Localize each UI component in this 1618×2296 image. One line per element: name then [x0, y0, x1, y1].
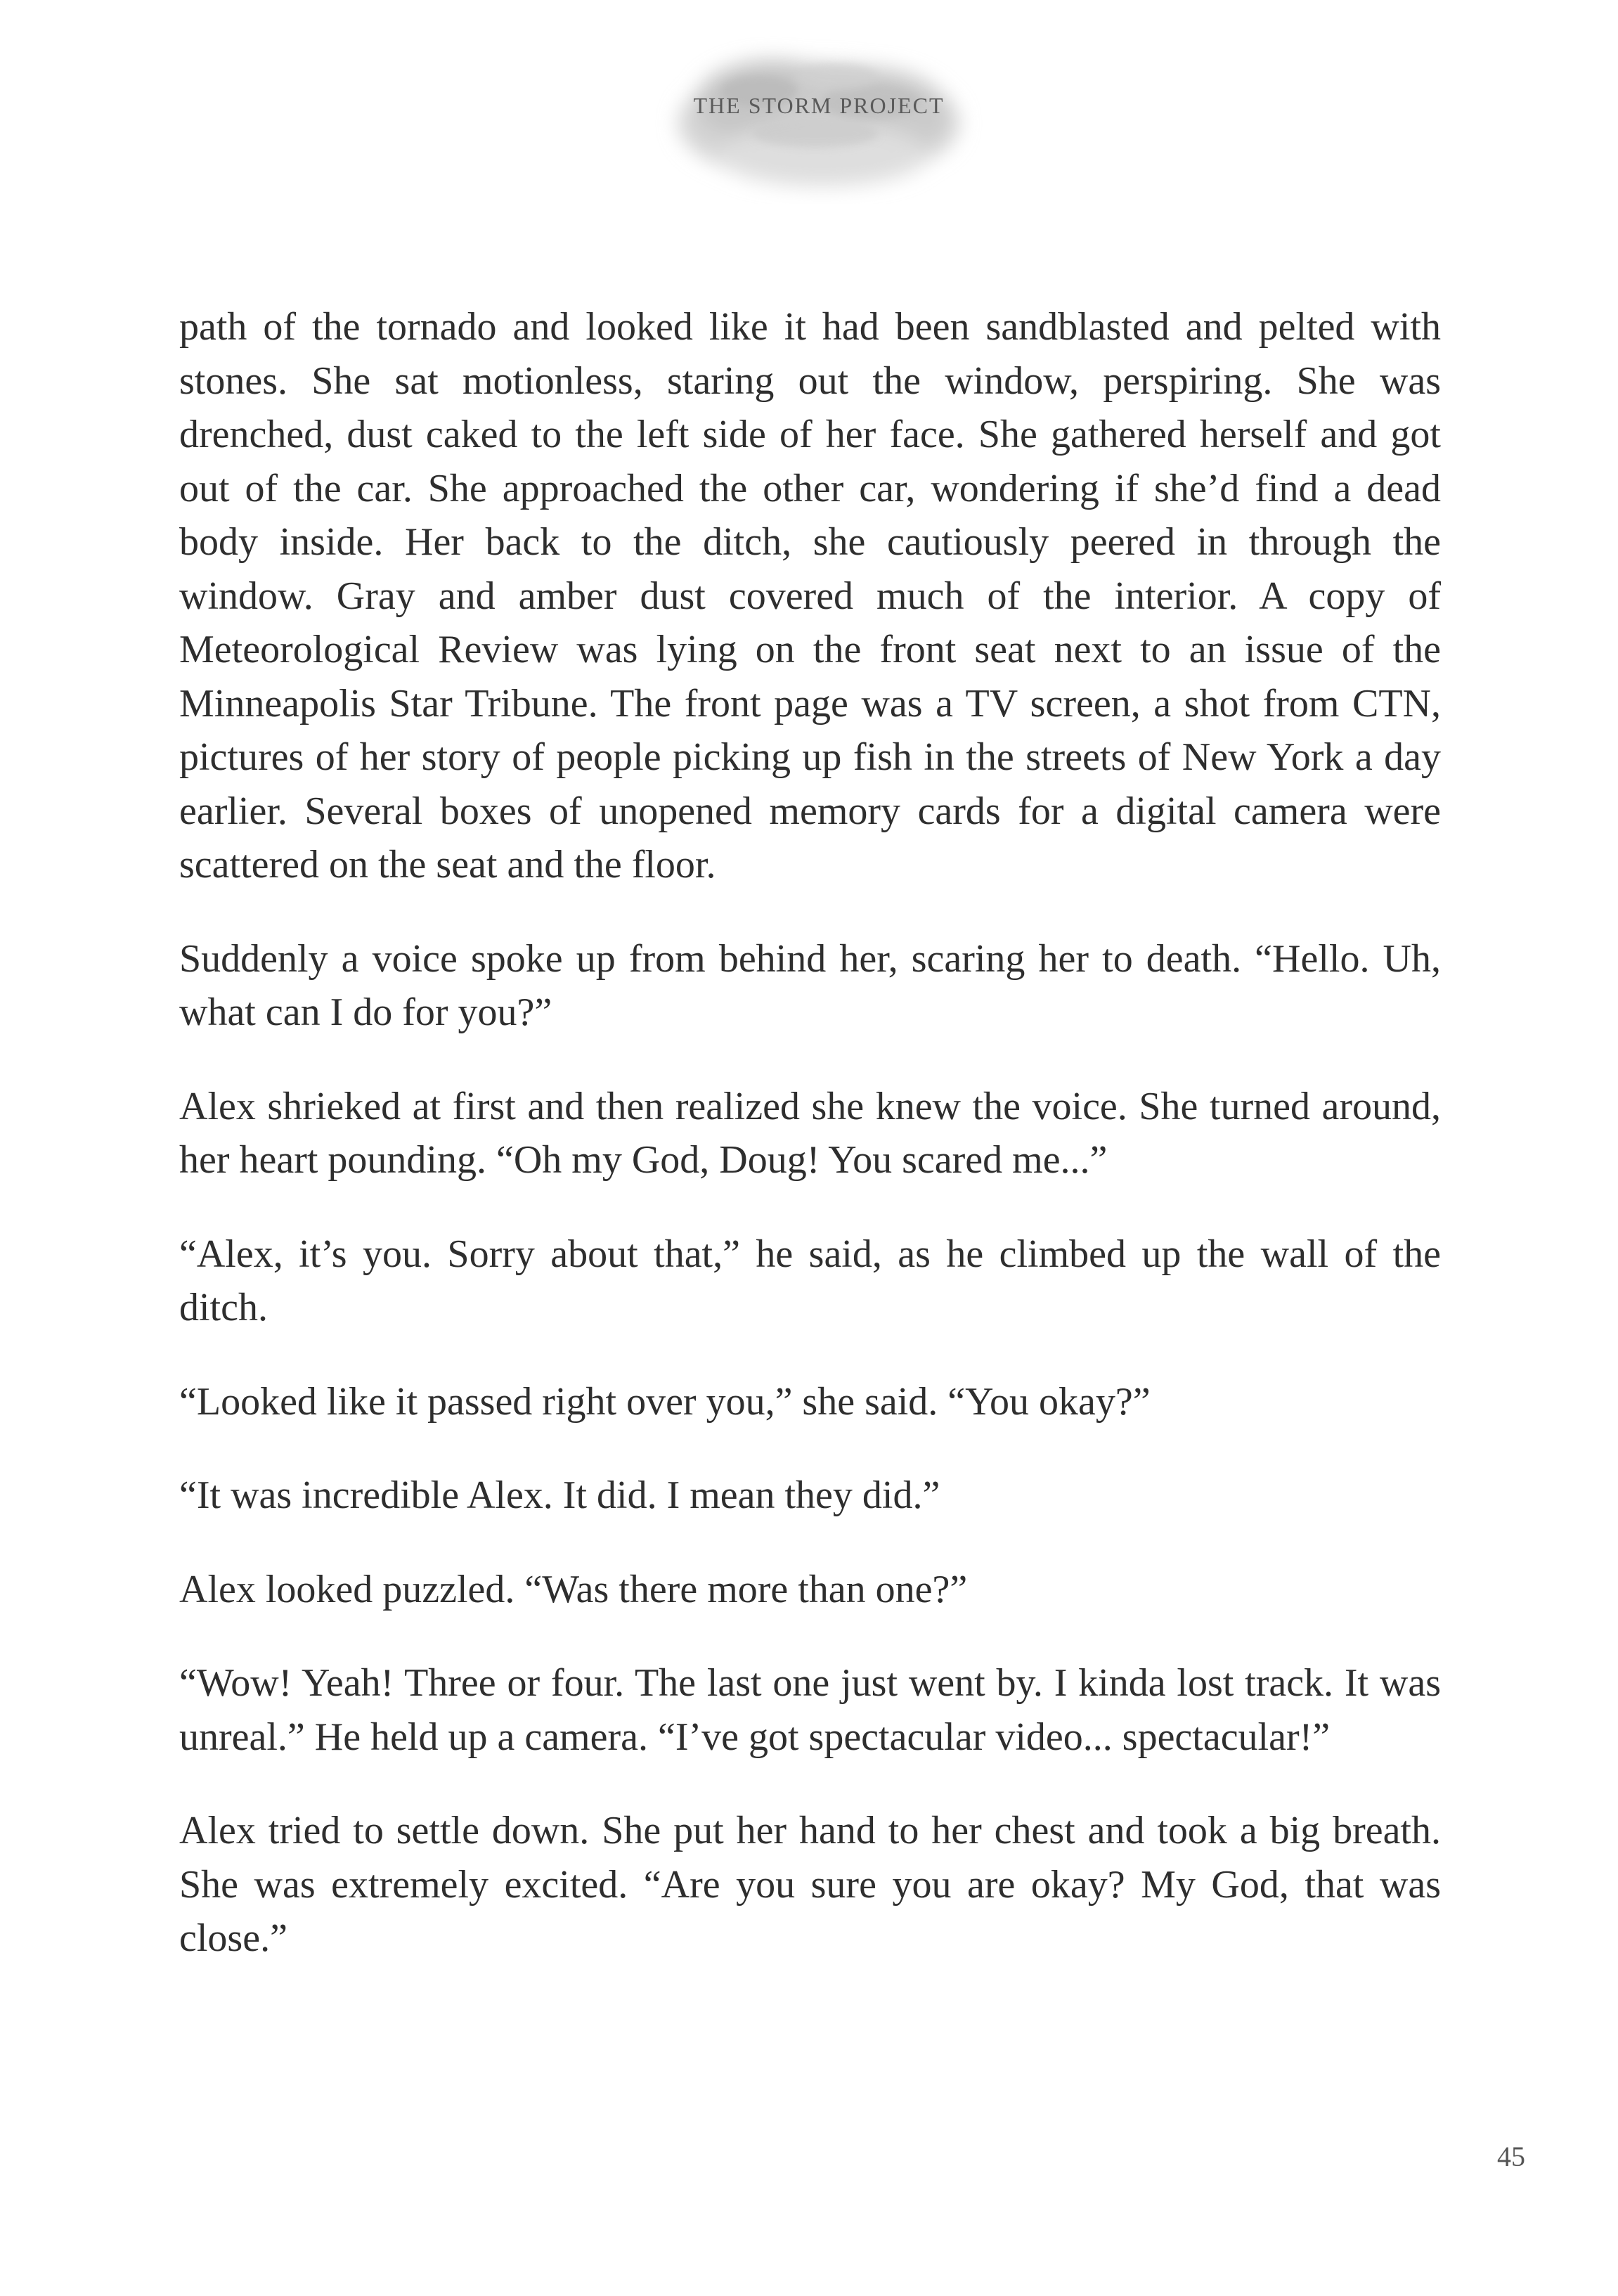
paragraph: Alex tried to settle down. She put her hand to her chest and took a big breath. She was extremely excited. “Are you sure you are okay? My God, that was close.” — [179, 1809, 1441, 1960]
page-number: 45 — [1497, 2141, 1525, 2172]
storm-cloud-icon — [654, 35, 984, 204]
paragraph: “Wow! Yeah! Three or four. The last one just went by. I kinda lost track. It was unreal.” He held up a camera. “I’ve got spectacular video... spectacular!” — [179, 1661, 1441, 1759]
paragraph: Alex looked puzzled. “Was there more than one?” — [179, 1567, 968, 1611]
paragraph: “Looked like it passed right over you,” she said. “You okay?” — [179, 1379, 1151, 1424]
running-header — [654, 35, 984, 204]
running-title: THE STORM PROJECT — [693, 93, 945, 118]
paragraph: “Alex, it’s you. Sorry about that,” he said, as he climbed up the wall of the ditch. — [179, 1232, 1441, 1329]
paragraph: “It was incredible Alex. It did. I mean they did.” — [179, 1473, 940, 1517]
paragraph: path of the tornado and looked like it had been sandblasted and pelted with stones. She sat motionless, staring out the window, perspiring. She was drenched, dust caked to the left side of her face. She gathered herself and got out of the car. She approached the other car, wondering if she’d find a dead body inside. Her back to the ditch, she cautiously peered in through the window. Gray and amber dust covered much of the interior. A copy of Meteorological Review was lying on the front seat next to an issue of the Minneapolis Star Tribune. The front page was a TV screen, a shot from CTN, pictures of her story of people picking up fish in the streets of New York a day earlier. Several boxes of unopened memory cards for a digital camera were scattered on the seat and the floor. — [179, 305, 1441, 886]
paragraph: Suddenly a voice spoke up from behind her, scaring her to death. “Hello. Uh, what can I do for you?” — [179, 936, 1441, 1034]
body-text — [179, 300, 1441, 1966]
paragraph: Alex shrieked at first and then realized she knew the voice. She turned around, her heart pounding. “Oh my God, Doug! You scared me...” — [179, 1084, 1441, 1182]
